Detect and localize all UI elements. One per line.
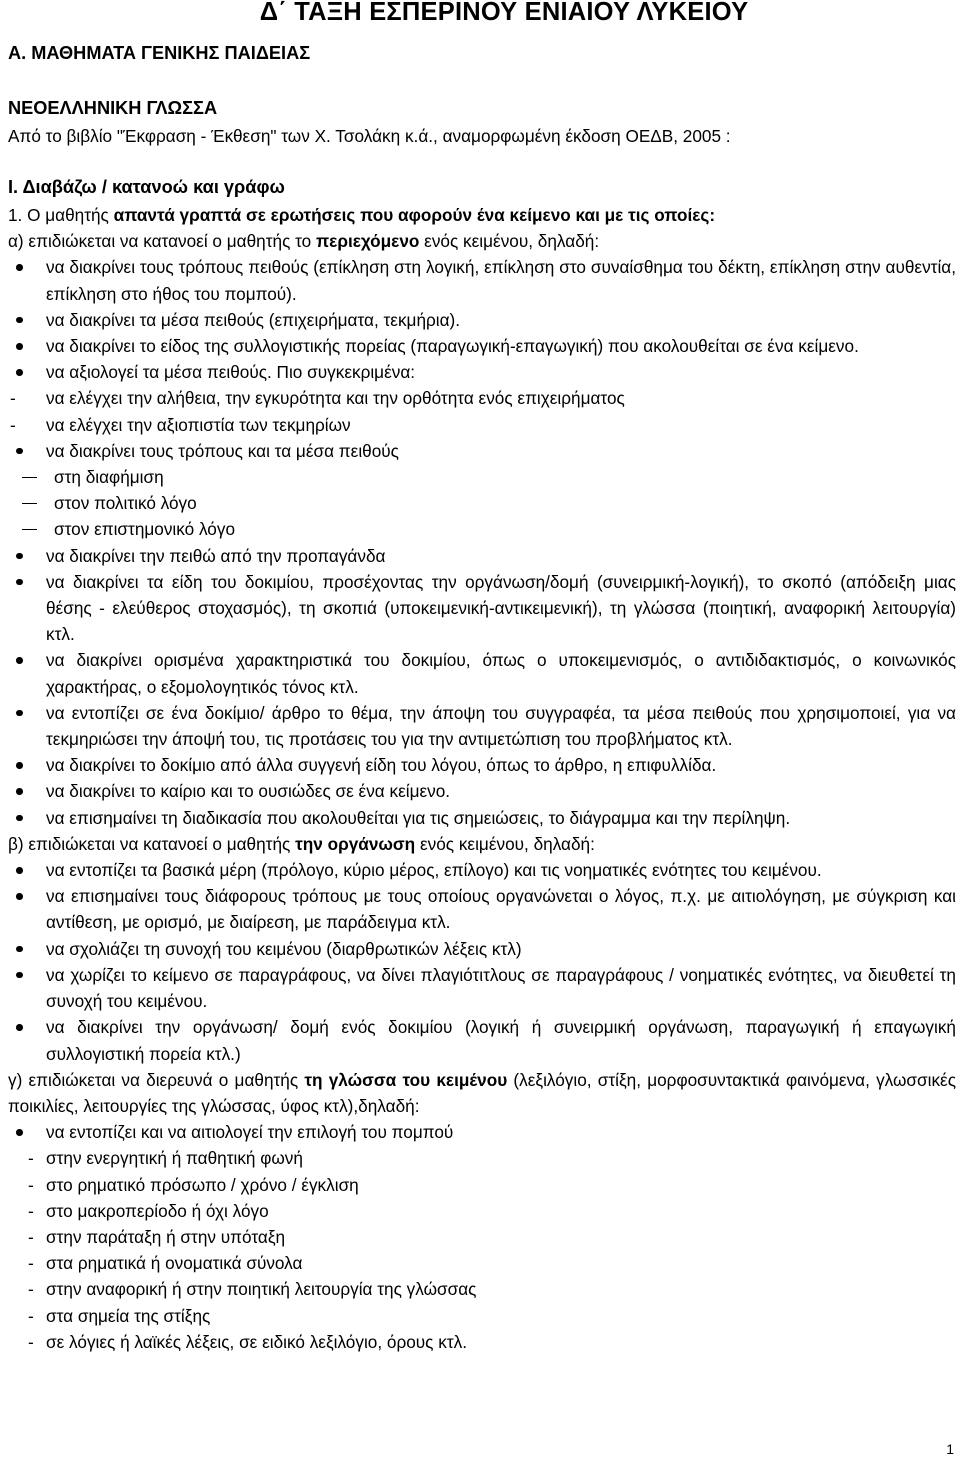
alpha-bold: περιεχόμενο: [316, 231, 420, 252]
alpha-post: ενός κειμένου, δηλαδή:: [419, 231, 600, 252]
list-item: να επισημαίνει τους διάφορους τρόπους με τους οποίους οργανώνεται ο λόγος, π.χ. με αιτιολόγηση, με σύγκριση και αντίθεση, με ορισμό, με διαίρεση, με παράδειγμα κτλ.: [8, 883, 956, 935]
book-reference: Από το βιβλίο "Έκφραση - Έκθεση" των Χ. Τσολάκη κ.ά., αναμορφωμένη έκδοση ΟΕΔΒ, 2005 :: [8, 126, 731, 146]
beta-post: ενός κειμένου, δηλαδή:: [415, 833, 595, 854]
list-item: να αξιολογεί τα μέσα πειθούς. Πιο συγκεκριμένα:: [8, 359, 956, 385]
page-title: Δ΄ ΤΑΞΗ ΕΣΠΕΡΙΝΟΥ ΕΝΙΑΙΟΥ ΛΥΚΕΙΟΥ: [259, 0, 749, 26]
alpha-dash-list: [8, 385, 956, 437]
dash-item: - σε λόγιες ή λαϊκές λέξεις, σε ειδικό λεξιλόγιο, όρους κτλ.: [8, 1329, 956, 1355]
gamma-post: (λεξιλόγιο, στίξη, μορφοσυντακτικά φαινόμενα, γλωσσικές ποικιλίες, λειτουργίες της γλώσσας, ύφος κτλ),δηλαδή:: [8, 1069, 957, 1116]
list-item: να διακρίνει το δοκίμιο από άλλα συγγενή είδη του λόγου, όπως το άρθρο, η επιφυλλίδα.: [8, 752, 956, 778]
list-item: να διακρίνει τα είδη του δοκιμίου, προσέχοντας την οργάνωση/δομή (συνειρμική-λογική), το σκοπό (απόδειξη μιας θέσης - ελεύθερος στοχασμός), τη σκοπιά (υποκειμενική-αντικειμενική), τη γλώσσα (ποιητική, αναφορική λειτουργία) κτλ.: [8, 569, 956, 648]
beta-list: [8, 857, 956, 1067]
list-item: να διακρίνει τους τρόπους και τα μέσα πειθούς: [8, 438, 956, 464]
section-heading: Α. ΜΑΘΗΜΑΤΑ ΓΕΝΙΚΗΣ ΠΑΙΔΕΙΑΣ: [8, 43, 311, 63]
list-item: να διακρίνει το καίριο και το ουσιώδες σε ένα κείμενο.: [8, 778, 956, 804]
document-body: [8, 202, 956, 1355]
subject-title: ΝΕΟΕΛΛΗΝΙΚΗ ΓΛΩΣΣΑ: [8, 98, 218, 118]
dash-item: στη διαφήμιση: [8, 464, 956, 490]
dash-item: - στα σημεία της στίξης: [8, 1303, 956, 1329]
beta-pre: β) επιδιώκεται να κατανοεί ο μαθητής: [8, 833, 296, 854]
dash-item: στον πολιτικό λόγο: [8, 490, 956, 516]
list-item: να διακρίνει ορισμένα χαρακτηριστικά του δοκιμίου, όπως ο υποκειμενισμός, ο αντιδιδακτισμός, ο κοινωνικός χαρακτήρας, ο εξομολογητικός τόνος κτλ.: [8, 647, 956, 699]
dash-item: - στην παράταξη ή στην υπόταξη: [8, 1224, 956, 1250]
list-item: να σχολιάζει τη συνοχή του κειμένου (διαρθρωτικών λέξεις κτλ): [8, 936, 956, 962]
list-item: να εντοπίζει τα βασικά μέρη (πρόλογο, κύριο μέρος, επίλογο) και τις νοηματικές ενότητες του κειμένου.: [8, 857, 956, 883]
dash-item: - να ελέγχει την αλήθεια, την εγκυρότητα και την ορθότητα ενός επιχειρήματος: [8, 385, 956, 411]
list-item: να διακρίνει τα μέσα πειθούς (επιχειρήματα, τεκμήρια).: [8, 307, 956, 333]
beta-bold: την οργάνωση: [295, 833, 416, 854]
gamma-paragraph: [8, 1067, 956, 1119]
page-number: 1: [946, 1441, 954, 1457]
list-item: να χωρίζει το κείμενο σε παραγράφους, να δίνει πλαγιότιτλους σε παραγράφους / νοηματικές ενότητες, να διευθετεί τη συνοχή του κειμένου.: [8, 962, 956, 1014]
dash-item: - στην ενεργητική ή παθητική φωνή: [8, 1145, 956, 1171]
list-item: να διακρίνει το είδος της συλλογιστικής πορείας (παραγωγική-επαγωγική) που ακολουθείται σε ένα κείμενο.: [8, 333, 956, 359]
alpha-paragraph: [8, 228, 956, 254]
list-item: να διακρίνει την πειθώ από την προπαγάνδα: [8, 543, 956, 569]
list-item: να διακρίνει τους τρόπους πειθούς (επίκληση στη λογική, επίκληση στο συναίσθημα του δέκτη, επίκληση στην αυθεντία, επίκληση στο ήθος του πομπού).: [8, 254, 956, 306]
alpha-list-2: [8, 543, 956, 831]
gamma-dash-list: [8, 1145, 956, 1355]
intro-paragraph: [8, 202, 956, 228]
dash-item: - στο μακροπερίοδο ή όχι λόγο: [8, 1198, 956, 1224]
dash-item: - να ελέγχει την αξιοπιστία των τεκμηρίων: [8, 412, 956, 438]
beta-paragraph: [8, 831, 956, 857]
dash-item: στον επιστημονικό λόγο: [8, 516, 956, 542]
gamma-pre: γ) επιδιώκεται να διερευνά ο μαθητής: [8, 1069, 305, 1090]
dash-item: - στο ρηματικό πρόσωπο / χρόνο / έγκλιση: [8, 1172, 956, 1198]
alpha-means-item: [8, 438, 956, 464]
gamma-bold: τη γλώσσα του κειμένου: [304, 1069, 508, 1090]
dash-item: - στα ρηματικά ή ονοματικά σύνολα: [8, 1250, 956, 1276]
list-item: να εντοπίζει και να αιτιολογεί την επιλογή του πομπού: [8, 1119, 956, 1145]
alpha-list-1: [8, 254, 956, 385]
alpha-pre: α) επιδιώκεται να κατανοεί ο μαθητής το: [8, 231, 317, 252]
part-heading: Ι. Διαβάζω / κατανοώ και γράφω: [8, 177, 285, 197]
list-item: να διακρίνει την οργάνωση/ δομή ενός δοκιμίου (λογική ή συνειρμική οργάνωση, παραγωγική ή επαγωγική συλλογιστική πορεία κτλ.): [8, 1014, 956, 1066]
alpha-means-list: [8, 464, 956, 543]
list-item: να επισημαίνει τη διαδικασία που ακολουθείται για τις σημειώσεις, το διάγραμμα και την περίληψη.: [8, 805, 956, 831]
gamma-list: [8, 1119, 956, 1145]
intro-bold: απαντά γραπτά σε ερωτήσεις που αφορούν ένα κείμενο και με τις οποίες:: [113, 205, 716, 225]
dash-item: - στην αναφορική ή στην ποιητική λειτουργία της γλώσσας: [8, 1276, 956, 1302]
list-item: να εντοπίζει σε ένα δοκίμιο/ άρθρο το θέμα, την άποψη του συγγραφέα, τα μέσα πειθούς που χρησιμοποιεί, για να τεκμηριώσει την άποψή του, τις προτάσεις του για την αντιμετώπιση του προβλήματος κτλ.: [8, 700, 956, 752]
intro-text: 1. Ο μαθητής: [8, 205, 114, 225]
